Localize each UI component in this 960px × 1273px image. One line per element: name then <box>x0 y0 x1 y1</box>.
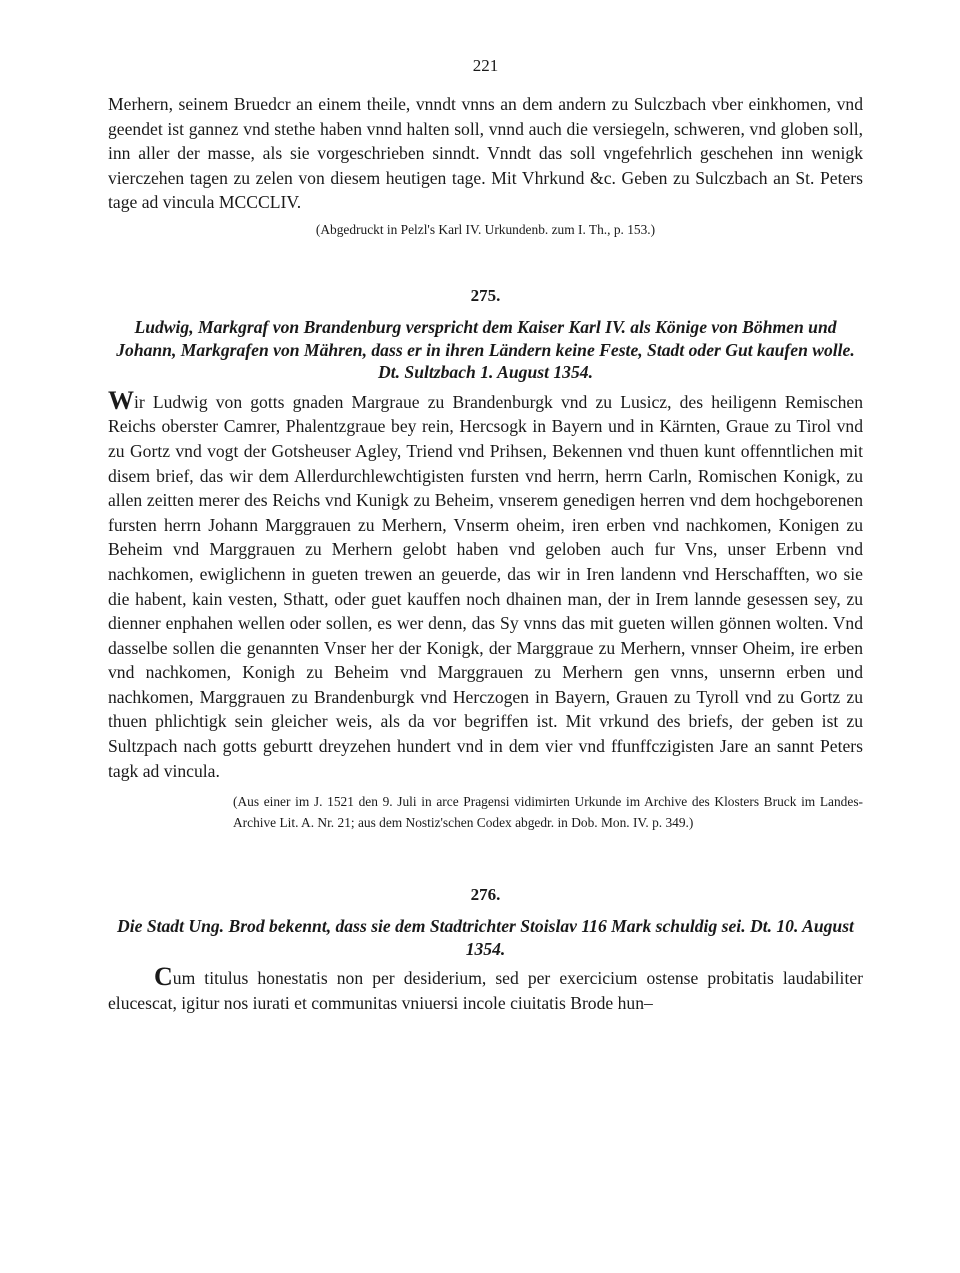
initial-letter-275: W <box>108 385 134 415</box>
document-number-275: 275. <box>470 285 501 305</box>
document-heading-276: Die Stadt Ung. Brod bekennt, dass sie dem Stadtrichter Stoislav 116 Mark schuldig sei. Dt. 10. August 1354. <box>117 916 854 959</box>
document-page <box>108 56 863 1016</box>
document-heading-275: Ludwig, Markgraf von Brandenburg verspricht dem Kaiser Karl IV. als Könige von Böhmen und Johann, Markgrafen von Mähren, dass er in ihren Ländern keine Feste, Stadt oder Gut kaufen wolle. Dt. Sultzbach 1. August 1354. <box>116 316 855 383</box>
page-number: 221 <box>472 56 499 75</box>
document-body-275 <box>108 385 863 784</box>
document-body-text-276: um titulus honestatis non per desiderium, sed per exercicium ostense probitatis laudabiliter elucescat, igitur nos iurati et communitas vniuersi incole ciuitatis Brode hun– <box>108 968 863 1014</box>
document-number-276: 276. <box>470 885 501 905</box>
document-body-276 <box>108 962 863 1015</box>
continuation-source-note: (Abgedruckt in Pelzl's Karl IV. Urkundenb. zum I. Th., p. 153.) <box>315 221 656 237</box>
continuation-text: Merhern, seinem Bruedcr an einem theile, vnndt vnns an dem andern zu Sulczbach vber einkhomen, vnd geendet ist gannez vnd stethe haben vnnd halten soll, vnnd auch die versiegeln, schweren, vnd globen soll, inn aller der masse, als sie vorgeschrieben sinndt. Vnndt das soll vngefehrlich geschehen inn wenigk vierczehen tagen zu zelen von diesem heutigen tage. Mit Vhrkund &c. Geben zu Sulczbach an St. Peters tage ad vincula MCCCLIV. <box>108 94 863 213</box>
initial-letter-276: C <box>154 962 173 992</box>
document-body-text-275: ir Ludwig von gotts gnaden Margraue zu Brandenburgk vnd zu Lusicz, des heiligenn Remischen Reichs oberster Camrer, Phalentzgraue bey rein, Hercsogk in Bayern und in Kärnten, Graue zu Tirol vnd zu Gortz vnd vogt der Gotsheuser Agley, Triend vnd Prihsen, Bekennen vnd thuen kunt offenntlichen mit disem brief, das wir dem Allerdurchlewchtigisten fursten vnd herrn, herrn Carln, Romischen Konigk, zu allen zeitten merer des Reichs vnd Kunigk zu Beheim, vnserem genedigen herren vnd dem hochgeborenen fursten herrn Johann Marggrauen zu Merhern, Vnserm oheim, iren erben vnd nachkomen, Konigen zu Beheim vnd Marggrauen zu Merhern gelobt haben vnd geloben auch fur Vns, unser Erbenn vnd nachkomen, ewiglichenn in gueten trewen an geuerde, das wir in Iren landenn vnd Herschafften, wo sie die habent, kain vesten, Sthatt, oder guet kauffen noch dhainen man, der in Irem lannde gesessen sey, zu dienner enphahen wellen oder sollen, es wer denn, das Sy vnns das mit gueten willen gönnen wolten. Vnd dasselbe sollen die genannten Vnser her der Konigk, der Marggraue zu Merhern, vnnser Oheim, ire erben vnd nachkomen, Konigh zu Beheim vnd Marggrauen zu Merhern gen vnns, unsernn erben und nachkomen, Marggrauen zu Brandenburgk vnd Herczogen in Bayern, Grauen zu Tyroll vnd zu Gortz zu thuen phlichtigk sein gleicher weis, als da vor begriffen ist. Mit vrkund des briefs, der geben ist zu Sultzpach nach gotts geburtt dreyzehen hundert vnd in dem vier vnd ffunffczigisten Jare an sannt Peters tagk ad vincula. <box>108 391 863 781</box>
document-source-note-275: (Aus einer im J. 1521 den 9. Juli in arce Pragensi vidimirten Urkunde im Archive des Klosters Bruck im Landes-Archive Lit. A. Nr. 21; aus dem Nostiz'schen Codex abgedr. in Dob. Mon. IV. p. 349.) <box>233 794 863 831</box>
